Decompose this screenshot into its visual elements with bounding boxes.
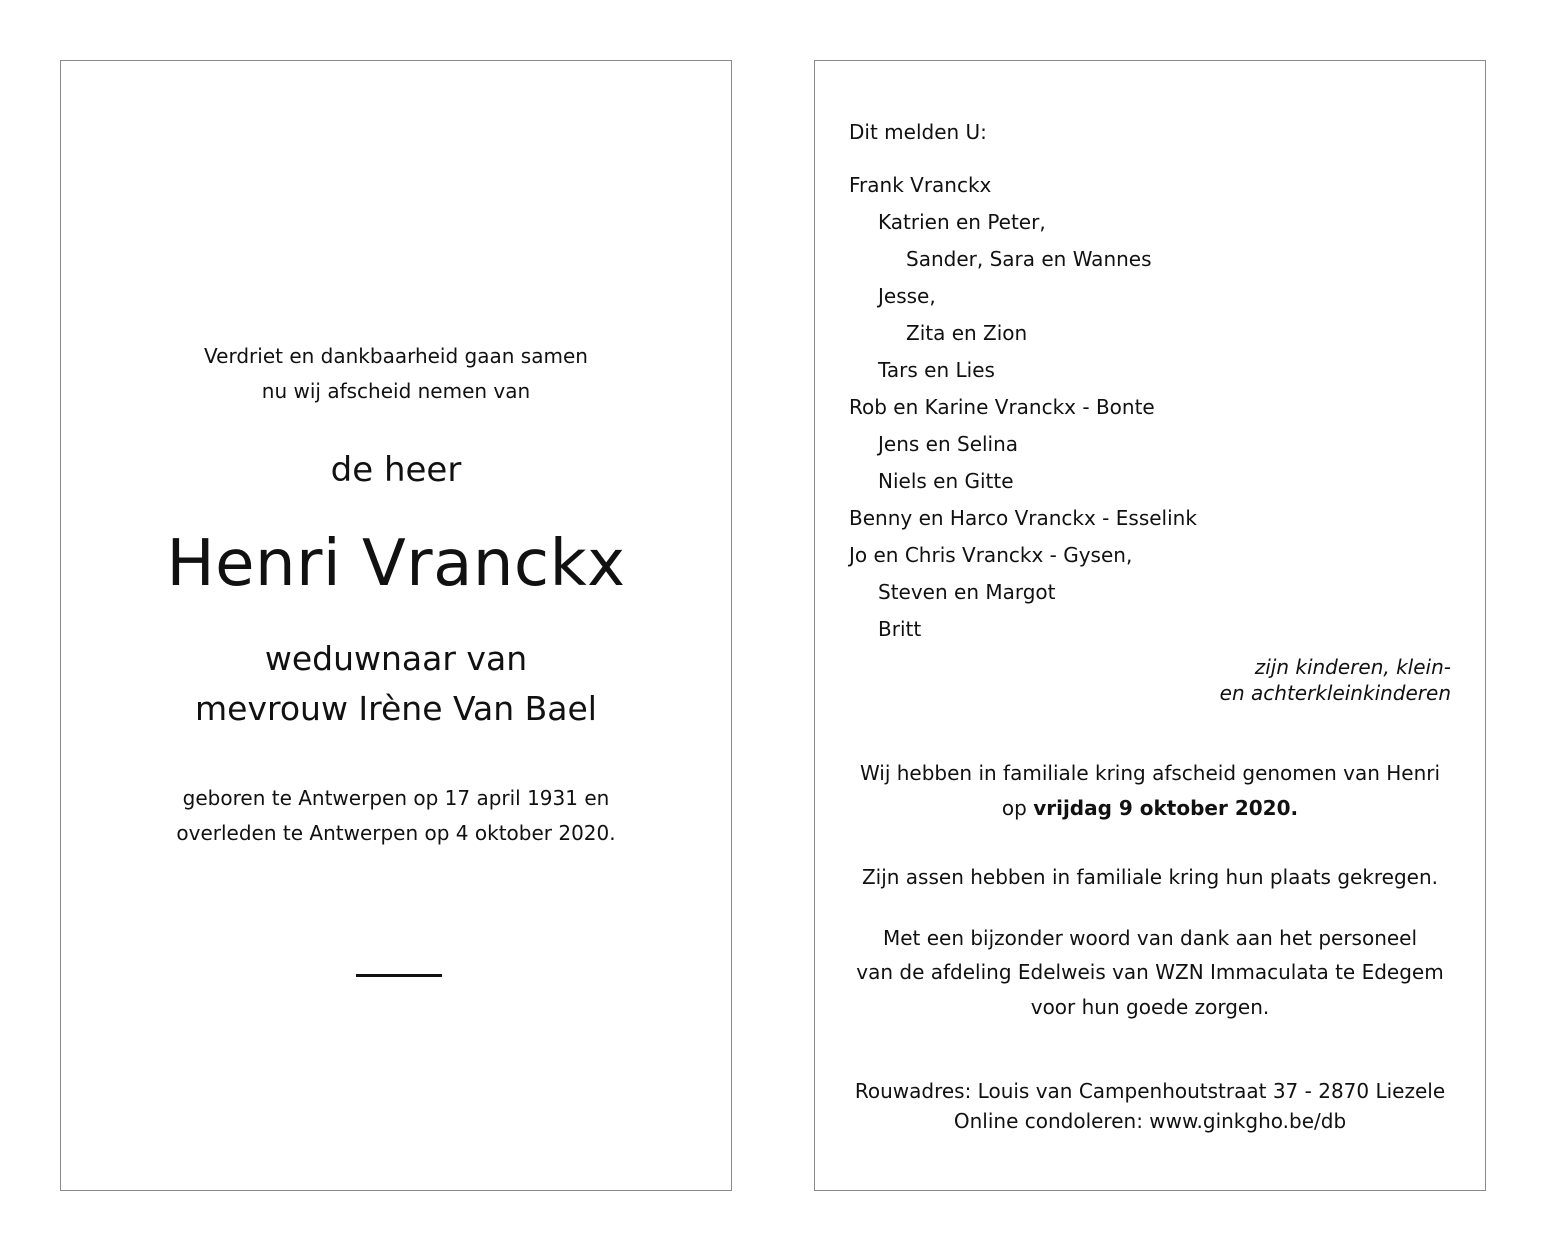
family-line: Britt — [878, 617, 922, 641]
family-line: Sander, Sara en Wannes — [906, 247, 1152, 271]
family-line: Katrien en Peter, — [878, 210, 1046, 234]
family-line: Zita en Zion — [906, 321, 1028, 345]
farewell-line-2 — [815, 796, 1485, 820]
intro-line-1: Verdriet en dankbaarheid gaan samen — [204, 344, 588, 368]
farewell-date: vrijdag 9 oktober 2020. — [1033, 796, 1299, 820]
deceased-name: Henri Vranckx — [166, 527, 626, 601]
ashes-text: Zijn assen hebben in familiale kring hun plaats gekregen. — [861, 865, 1439, 889]
thanks-line-3: voor hun goede zorgen. — [1030, 995, 1270, 1019]
widower-line-1: weduwnaar van — [264, 639, 528, 678]
divider-rule — [356, 974, 442, 977]
family-line: Jesse, — [878, 284, 936, 308]
farewell-line-1: Wij hebben in familiale kring afscheid genomen van Henri — [859, 761, 1441, 785]
family-line: Niels en Gitte — [878, 469, 1014, 493]
family-line: Rob en Karine Vranckx - Bonte — [849, 395, 1155, 419]
announcement-line: Dit melden U: — [849, 120, 987, 144]
signature-line-2: en achterkleinkinderen — [1219, 681, 1451, 705]
farewell-prefix: op — [1001, 796, 1027, 820]
thanks-line-1: Met een bijzonder woord van dank aan het personeel — [882, 926, 1418, 950]
right-card — [814, 60, 1486, 1191]
intro-line-2: nu wij afscheid nemen van — [261, 379, 531, 403]
left-card — [60, 60, 732, 1191]
mourning-address: Rouwadres: Louis van Campenhoutstraat 37 - 2870 Liezele — [854, 1079, 1446, 1103]
death-text: overleden te Antwerpen op 4 oktober 2020. — [176, 821, 616, 845]
signature-line-1: zijn kinderen, klein- — [1254, 655, 1451, 679]
family-line: Steven en Margot — [878, 580, 1056, 604]
birth-text: geboren te Antwerpen op 17 april 1931 en — [182, 786, 610, 810]
honorific-title: de heer — [330, 450, 462, 490]
family-line: Tars en Lies — [878, 358, 995, 382]
family-line: Frank Vranckx — [849, 173, 992, 197]
family-line: Jens en Selina — [878, 432, 1019, 456]
widower-line-2: mevrouw Irène Van Bael — [195, 689, 597, 728]
family-line: Jo en Chris Vranckx - Gysen, — [849, 543, 1133, 567]
thanks-line-2: van de afdeling Edelweis van WZN Immaculata te Edegem — [856, 960, 1444, 984]
family-line: Benny en Harco Vranckx - Esselink — [849, 506, 1197, 530]
online-condolence: Online condoleren: www.ginkgho.be/db — [953, 1109, 1347, 1133]
